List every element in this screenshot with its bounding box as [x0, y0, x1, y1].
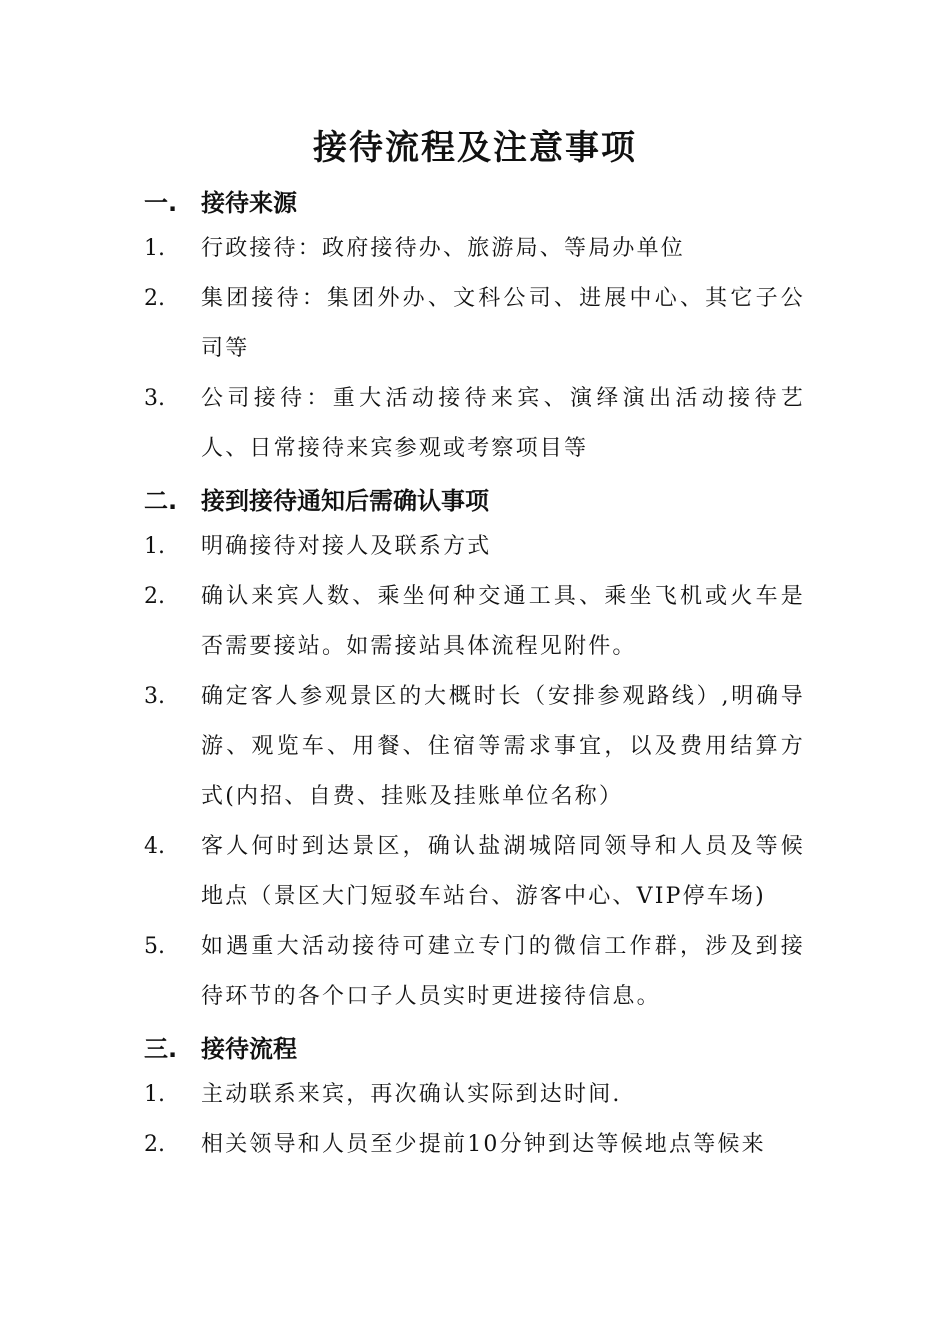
item-number: 3.	[144, 386, 165, 411]
section-heading	[144, 1022, 814, 1070]
list-item	[144, 572, 814, 672]
item-number: 3.	[144, 684, 165, 709]
item-number: 2.	[144, 584, 165, 609]
item-number: 5.	[144, 934, 165, 959]
item-text: 确定客人参观景区的大概时长（安排参观路线）,明确导游、观览车、用餐、住宿等需求事宜，以及费用结算方式(内招、自费、挂账及挂账单位名称）	[201, 684, 805, 809]
item-number: 1.	[144, 534, 165, 559]
section-title: 接待来源	[201, 188, 297, 217]
list-item	[144, 374, 814, 474]
list-item	[144, 822, 814, 922]
list-item	[144, 274, 814, 374]
document-body	[144, 176, 814, 1170]
list-item	[144, 922, 814, 1022]
item-text: 相关领导和人员至少提前10分钟到达等候地点等候来	[201, 1132, 766, 1157]
item-text: 确认来宾人数、乘坐何种交通工具、乘坐飞机或火车是否需要接站。如需接站具体流程见附件。	[201, 584, 805, 659]
item-text: 集团接待：集团外办、文科公司、进展中心、其它子公司等	[201, 286, 805, 361]
section-title: 接到接待通知后需确认事项	[201, 486, 489, 515]
list-item	[144, 224, 814, 274]
item-text: 客人何时到达景区，确认盐湖城陪同领导和人员及等候地点（景区大门短驳车站台、游客中心、VIP停车场)	[201, 834, 805, 909]
item-number: 1.	[144, 236, 165, 261]
document-title: 接待流程及注意事项	[313, 128, 637, 168]
section-heading	[144, 474, 814, 522]
item-text: 行政接待：政府接待办、旅游局、等局办单位	[201, 236, 686, 261]
item-number: 1.	[144, 1082, 165, 1107]
list-item	[144, 522, 814, 572]
item-text: 主动联系来宾，再次确认实际到达时间.	[201, 1082, 622, 1107]
item-number: 2.	[144, 286, 165, 311]
section-heading	[144, 176, 814, 224]
item-number: 2.	[144, 1132, 165, 1157]
item-number: 4.	[144, 834, 165, 859]
item-text: 明确接待对接人及联系方式	[201, 534, 492, 559]
list-item	[144, 1070, 814, 1120]
section-number: 三.	[144, 1034, 178, 1063]
list-item	[144, 672, 814, 822]
section-title: 接待流程	[201, 1034, 297, 1063]
list-item	[144, 1120, 814, 1170]
section-number: 二.	[144, 486, 178, 515]
item-text: 公司接待：重大活动接待来宾、演绎演出活动接待艺人、日常接待来宾参观或考察项目等	[201, 386, 805, 461]
item-text: 如遇重大活动接待可建立专门的微信工作群，涉及到接待环节的各个口子人员实时更进接待信息。	[201, 934, 805, 1009]
section-number: 一.	[144, 188, 178, 217]
